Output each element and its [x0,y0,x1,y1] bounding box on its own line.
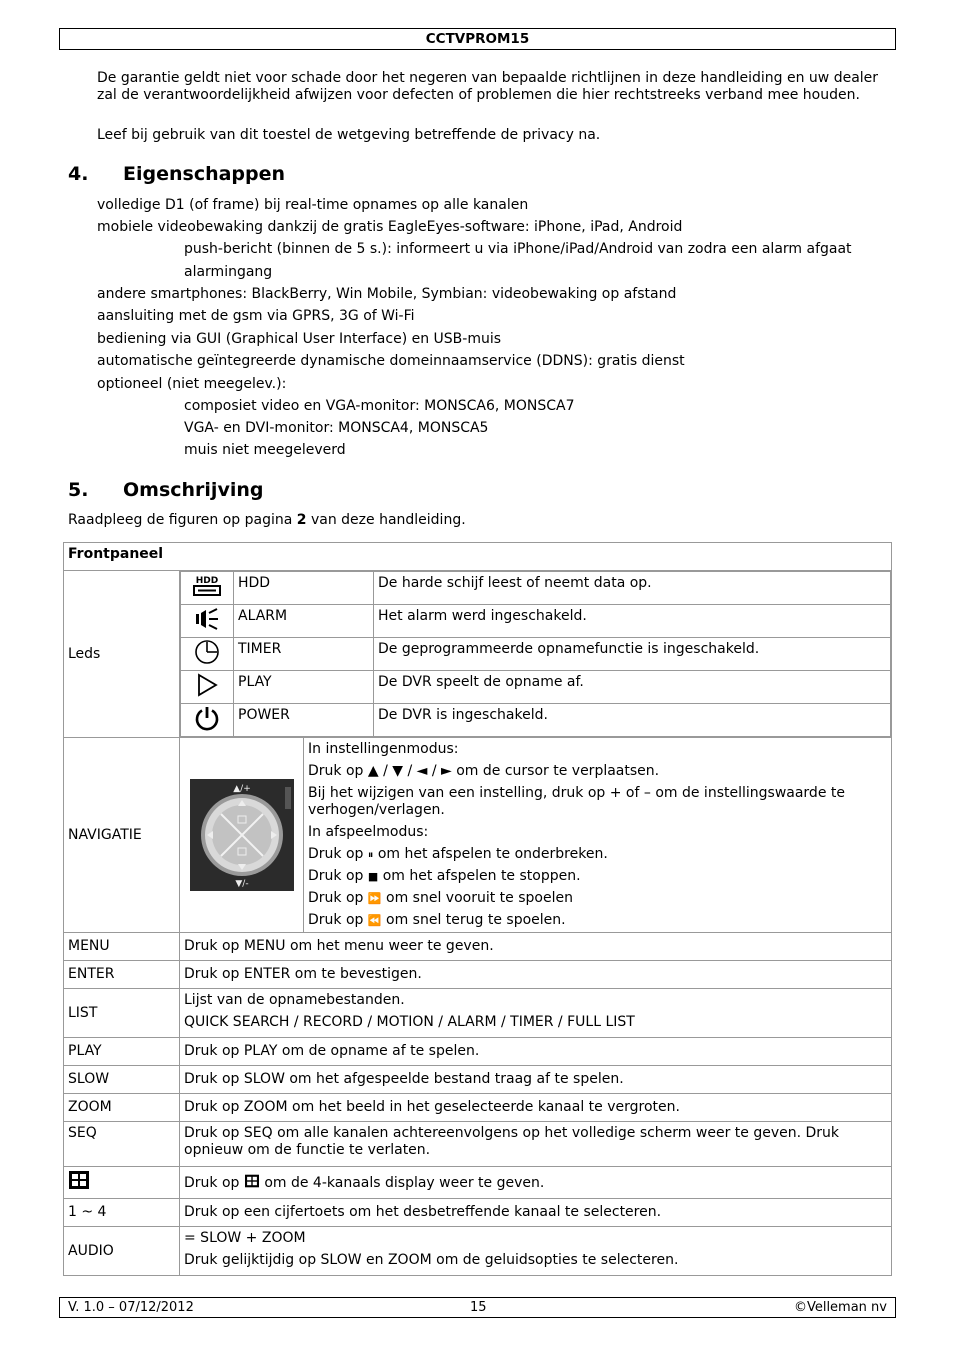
navigation-instructions: In instellingenmodus: Druk op ▲ / ▼ / ◄ / ► om de cursor te verplaatsen. Bij het wijzigen van een instelling, druk op + of – om de instellingswaarde te verhogen/verlagen. In afspeelmodus: Druk op ⏸ om het afspelen te onderbreken. Druk op ■ om het afspelen te stoppen. Druk op ⏩ om snel vooruit te spoelen Druk op ⏪ om snel terug te spoelen. [304,738,892,933]
svg-text:▼/-: ▼/- [234,879,249,889]
section-4-heading: 4. Eigenschappen [68,163,286,185]
intro-paragraph-warranty: De garantie geldt niet voor schade door het negeren van bepaalde richtlijnen in deze handleiding en uw dealer zal de verantwoordelijkheid afwijzen voor defecten of problemen die hier rechtstreeks verband mee houden. [97,70,879,103]
led-row-hdd [181,572,891,605]
row-label-zoom: ZOOM [64,1094,180,1122]
row-desc: = SLOW + ZOOM Druk gelijktijdig op SLOW en ZOOM om de geluidsopties te selecteren. [180,1227,892,1276]
row-desc: Druk op ENTER om te bevestigen. [180,961,892,989]
row-label-enter: ENTER [64,961,180,989]
feature-subitem: composiet video en VGA-monitor: MONSCA6, MONSCA7 [184,398,575,414]
led-desc: Het alarm werd ingeschakeld. [374,605,891,638]
row-desc: Druk op SLOW om het afgespeelde bestand traag af te spelen. [180,1066,892,1094]
row-label-play: PLAY [64,1038,180,1066]
row-desc: Druk op een cijfertoets om het desbetreffende kanaal te selecteren. [180,1199,892,1227]
alarm-icon [181,605,234,638]
pause-icon: ⏸ [367,848,374,861]
led-row-play [181,671,891,704]
intro-paragraph-privacy: Leef bij gebruik van dit toestel de wetgeving betreffende de privacy na. [97,127,601,143]
section-5-intro: Raadpleeg de figuren op pagina 2 van deze handleiding. [68,512,466,528]
row-label-1-4: 1 ~ 4 [64,1199,180,1227]
front-panel-table [63,542,892,1276]
led-desc: De DVR speelt de opname af. [374,671,891,704]
section-5-heading: 5. Omschrijving [68,479,264,501]
play-icon [181,671,234,704]
feature-subitem: muis niet meegeleverd [184,442,346,458]
row-label-audio: AUDIO [64,1227,180,1276]
led-row-power [181,704,891,737]
row-label-menu: MENU [64,933,180,961]
feature-item: mobiele videobewaking dankzij de gratis EagleEyes-software: iPhone, iPad, Android [97,219,683,235]
led-row-alarm [181,605,891,638]
rewind-icon: ⏪ [367,914,382,927]
page-header [59,28,896,50]
navigation-pad-image [180,738,304,933]
led-desc: De harde schijf leest of neemt data op. [374,572,891,605]
stop-icon: ■ [367,870,379,883]
copyright: ©Velleman nv [793,1300,887,1315]
leds-label: Leds [64,571,180,738]
feature-subitem: push-bericht (binnen de 5 s.): informeert u via iPhone/iPad/Android van zodra een alarm afgaat [184,241,852,257]
feature-item: volledige D1 (of frame) bij real-time opnames op alle kanalen [97,197,529,213]
feature-subitem: alarmingang [184,264,273,280]
row-label-list: LIST [64,989,180,1038]
row-desc: Lijst van de opnamebestanden. QUICK SEARCH / RECORD / MOTION / ALARM / TIMER / FULL LIST [180,989,892,1038]
row-label-seq: SEQ [64,1122,180,1167]
led-desc: De DVR is ingeschakeld. [374,704,891,737]
feature-item: optioneel (niet meegelev.): [97,376,287,392]
led-name: ALARM [234,605,374,638]
row-desc: Druk op SEQ om alle kanalen achtereenvolgens op het volledige scherm weer te geven. Druk opnieuw om de functie te verlaten. [180,1122,892,1167]
hdd-icon [181,572,234,605]
feature-item: andere smartphones: BlackBerry, Win Mobile, Symbian: videobewaking op afstand [97,286,677,302]
led-name: POWER [234,704,374,737]
leds-table [180,571,891,737]
power-icon [181,704,234,737]
quad-display-icon [64,1167,180,1199]
table-header: Frontpaneel [64,543,892,571]
svg-text:HDD: HDD [195,575,219,586]
fast-forward-icon: ⏩ [367,892,382,905]
version-date: V. 1.0 – 07/12/2012 [68,1300,194,1315]
svg-text:▲/+: ▲/+ [232,784,251,794]
led-desc: De geprogrammeerde opnamefunctie is ingeschakeld. [374,638,891,671]
page-footer [59,1297,896,1318]
timer-icon [181,638,234,671]
led-name: HDD [234,572,374,605]
led-name: TIMER [234,638,374,671]
row-desc: Druk op ZOOM om het beeld in het geselecteerde kanaal te vergroten. [180,1094,892,1122]
led-row-timer [181,638,891,671]
quad-display-icon [244,1174,260,1188]
led-name: PLAY [234,671,374,704]
feature-subitem: VGA- en DVI-monitor: MONSCA4, MONSCA5 [184,420,489,436]
row-desc: Druk op om de 4-kanaals display weer te geven. [180,1167,892,1199]
document-code: CCTVPROM15 [425,31,530,47]
row-label-slow: SLOW [64,1066,180,1094]
row-desc: Druk op PLAY om de opname af te spelen. [180,1038,892,1066]
page-number: 15 [470,1300,487,1315]
feature-item: bediening via GUI (Graphical User Interface) en USB-muis [97,331,502,347]
feature-item: automatische geïntegreerde dynamische domeinnaamservice (DDNS): gratis dienst [97,353,685,369]
row-desc: Druk op MENU om het menu weer te geven. [180,933,892,961]
navigatie-label: NAVIGATIE [64,738,180,933]
feature-item: aansluiting met de gsm via GPRS, 3G of Wi-Fi [97,308,415,324]
